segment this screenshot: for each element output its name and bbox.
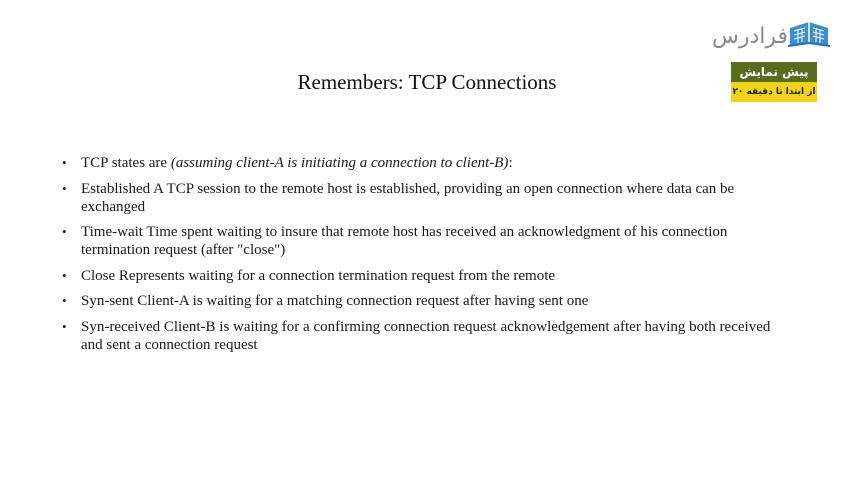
bullet-icon: • (62, 180, 67, 196)
books-logo-icon (786, 18, 832, 50)
bullet-icon: • (62, 267, 67, 283)
bullet-icon: • (62, 318, 67, 334)
bullet-item (62, 223, 792, 259)
bullet-text: TCP states are (81, 155, 171, 171)
bullet-text: Time-wait Time spent waiting to insure that remote host has received an acknowledgment of his connection termination request (after "close") (81, 224, 728, 258)
faradars-logo (712, 16, 834, 56)
badge-subtitle: از ابتدا تا دقیقه ۲۰ (731, 82, 817, 102)
bullet-list (62, 154, 792, 361)
bullet-text: Syn-sent Client-A is waiting for a matching connection request after having sent one (81, 293, 589, 309)
bullet-item (62, 154, 792, 172)
bullet-item (62, 267, 792, 285)
bullet-icon: • (62, 155, 67, 170)
bullet-text: Syn-received Client-B is waiting for a confirming connection request acknowledgement after having both received and sent a connection request (81, 318, 771, 353)
bullet-icon: • (62, 224, 67, 239)
bullet-item (62, 318, 792, 354)
badge-title: پیش نمایش (731, 62, 817, 82)
slide-title: Remembers: TCP Connections (297, 70, 557, 94)
bullet-item (62, 292, 792, 310)
bullet-italic-text: (assuming client-A is initiating a connection to client-B) (170, 155, 509, 171)
logo-text: فرادرس (712, 24, 789, 49)
bullet-text: Established A TCP session to the remote host is established, providing an open connection where data can be exchanged (81, 180, 735, 215)
bullet-suffix: : (508, 155, 513, 171)
bullet-icon: • (62, 293, 67, 308)
bullet-item (62, 180, 792, 216)
bullet-text: Close Represents waiting for a connection termination request from the remote (81, 267, 556, 284)
